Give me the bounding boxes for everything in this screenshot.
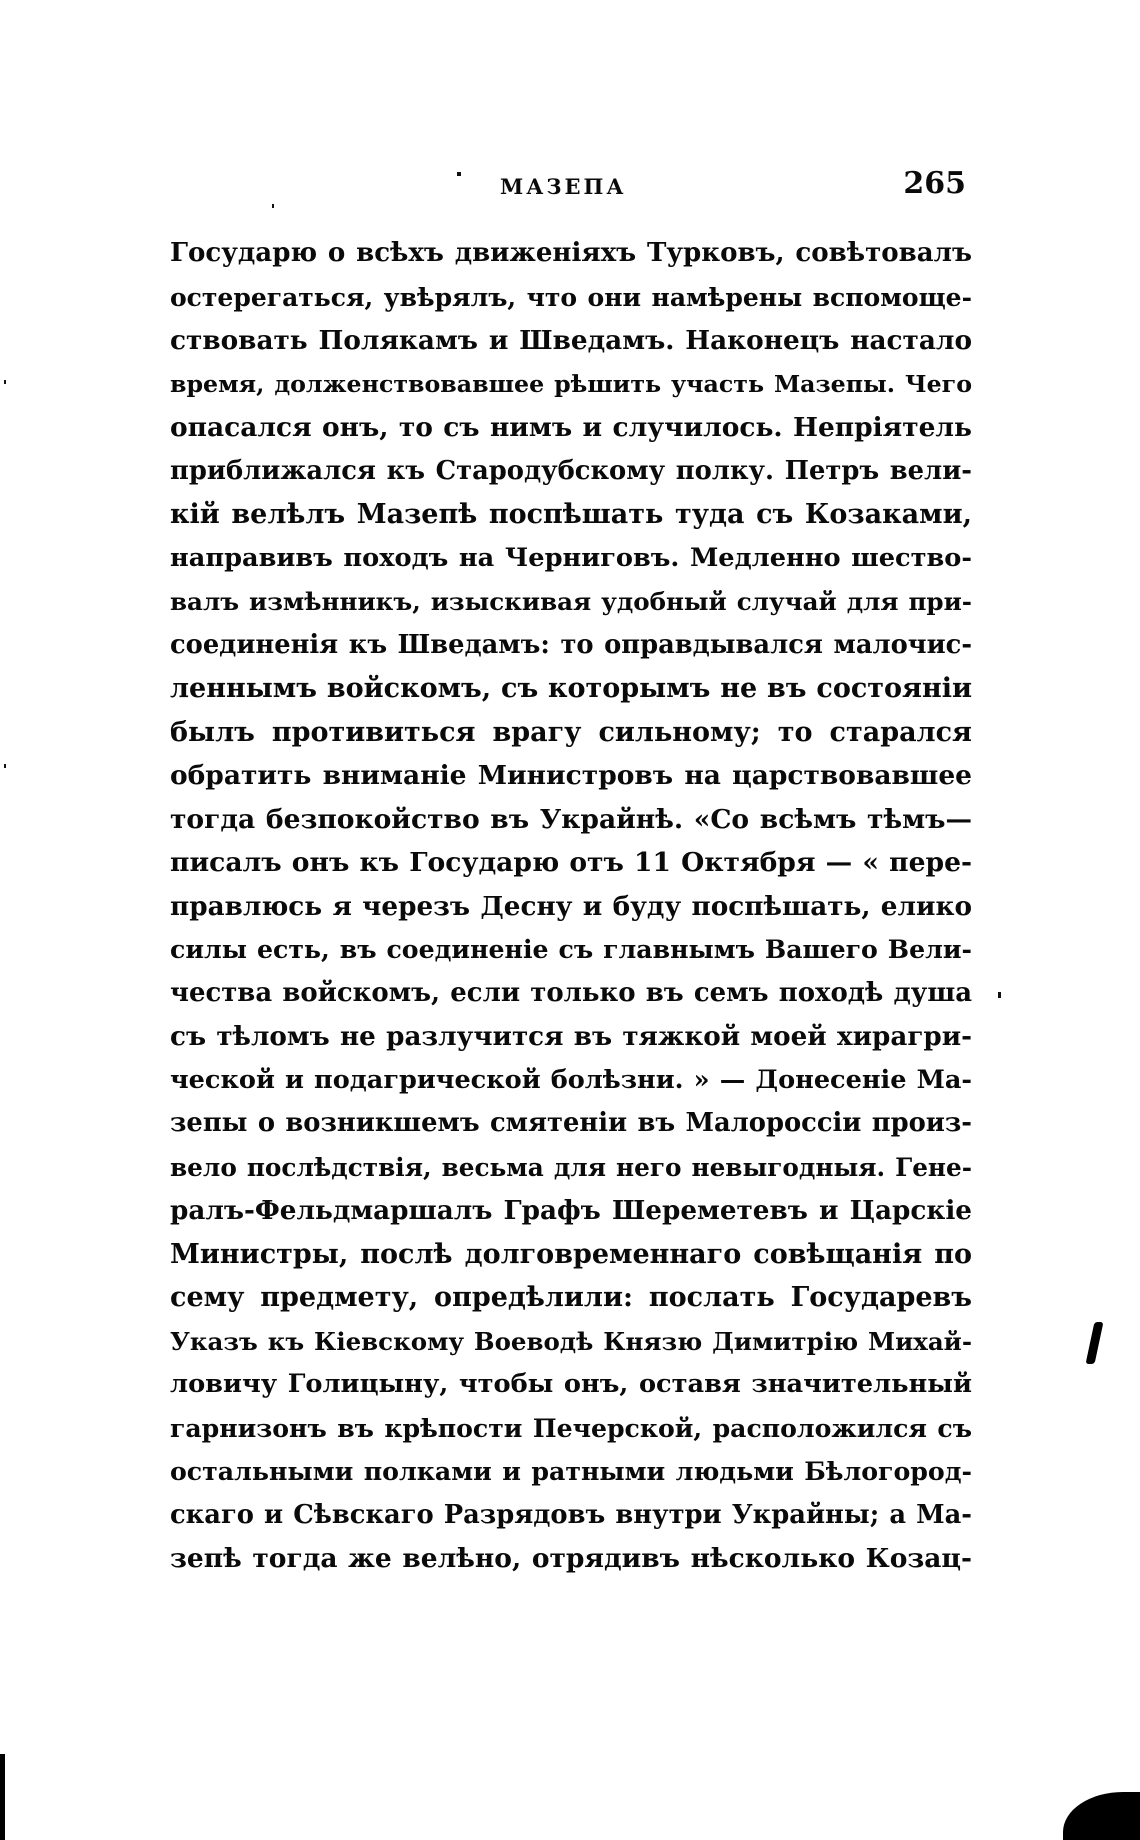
text-line: зепѣ тогда же велѣно, отрядивъ нѣсколько Козац- — [170, 1543, 972, 1574]
text-line: опасался онъ, то съ нимъ и случилось. Непріятель — [170, 412, 972, 443]
text-line: правлюсь я черезъ Десну и буду поспѣшать, елико — [170, 890, 972, 922]
text-line: ческой и подагрической болѣзни. » — Донесеніе Ма- — [170, 1064, 972, 1095]
scan-speck — [4, 764, 6, 768]
text-line: вело послѣдствія, весьма для него невыгодныя. Гене- — [170, 1152, 972, 1182]
text-line: Указъ къ Кіевскому Воеводѣ Князю Димитрію Михай- — [170, 1326, 972, 1356]
text-line: Министры, послѣ долговременнаго совѣщанія по — [170, 1238, 972, 1270]
body-text — [170, 232, 972, 1581]
text-line: обратить вниманіе Министровъ на царствовавшее — [170, 760, 972, 791]
page-number: 265 — [903, 166, 966, 201]
text-line: скаго и Сѣвскаго Разрядовъ внутри Украйны; а Ма- — [170, 1499, 972, 1530]
scan-speck — [457, 172, 461, 176]
text-line: соединенія къ Шведамъ: то оправдывался малочис- — [170, 629, 972, 660]
text-line: кій велѣлъ Мазепѣ поспѣшать туда съ Козаками, — [170, 499, 972, 530]
text-line: былъ противиться врагу сильному; то старался — [170, 716, 972, 748]
text-line: остальными полками и ратными людьми Бѣлогород- — [170, 1456, 972, 1486]
text-line: зепы о возникшемъ смятеніи въ Малороссіи произ- — [170, 1108, 972, 1138]
text-line: леннымъ войскомъ, съ которымъ не въ состояніи — [170, 673, 972, 704]
text-line: силы есть, въ соединеніе съ главнымъ Вашего Вели- — [170, 934, 972, 964]
scan-edge-shadow — [0, 1754, 5, 1840]
text-line: ралъ-Фельдмаршалъ Графъ Шереметевъ и Царскіе — [170, 1195, 972, 1226]
scan-speck — [4, 380, 6, 384]
scan-speck — [272, 204, 274, 208]
running-title: МАЗЕПА — [500, 174, 627, 199]
margin-ink-mark — [1086, 1322, 1104, 1364]
text-line: остерегаться, увѣрялъ, что они намѣрены вспомоще- — [170, 281, 972, 312]
text-line: чества войскомъ, если только въ семъ походѣ душа — [170, 977, 972, 1008]
text-line: ствовать Полякамъ и Шведамъ. Наконецъ настало — [170, 325, 972, 356]
text-line: направивъ походъ на Черниговъ. Медленно шество- — [170, 542, 972, 573]
text-line: тогда безпокойство въ Украйнѣ. «Со всѣмъ тѣмъ— — [170, 803, 972, 835]
running-head — [170, 166, 972, 206]
text-line: сему предмету, опредѣлили: послать Государевъ — [170, 1282, 972, 1313]
text-line: гарнизонъ въ крѣпости Печерской, расположился съ — [170, 1412, 972, 1443]
text-line: Государю о всѣхъ движеніяхъ Турковъ, совѣтовалъ — [170, 238, 972, 268]
text-line: валъ измѣнникъ, изыскивая удобный случай для при- — [170, 587, 972, 616]
scan-corner-shadow — [1063, 1792, 1140, 1840]
text-line: время, долженствовавшее рѣшить участь Мазепы. Чего — [170, 369, 972, 398]
scan-speck — [998, 992, 1001, 998]
text-line: приближался къ Стародубскому полку. Петръ вели- — [170, 455, 972, 486]
text-line: писалъ онъ къ Государю отъ 11 Октября — « пере- — [170, 847, 972, 878]
text-line: ловичу Голицыну, чтобы онъ, оставя значительный — [170, 1369, 972, 1399]
text-line: съ тѣломъ не разлучится въ тяжкой моей хирагри- — [170, 1021, 972, 1052]
